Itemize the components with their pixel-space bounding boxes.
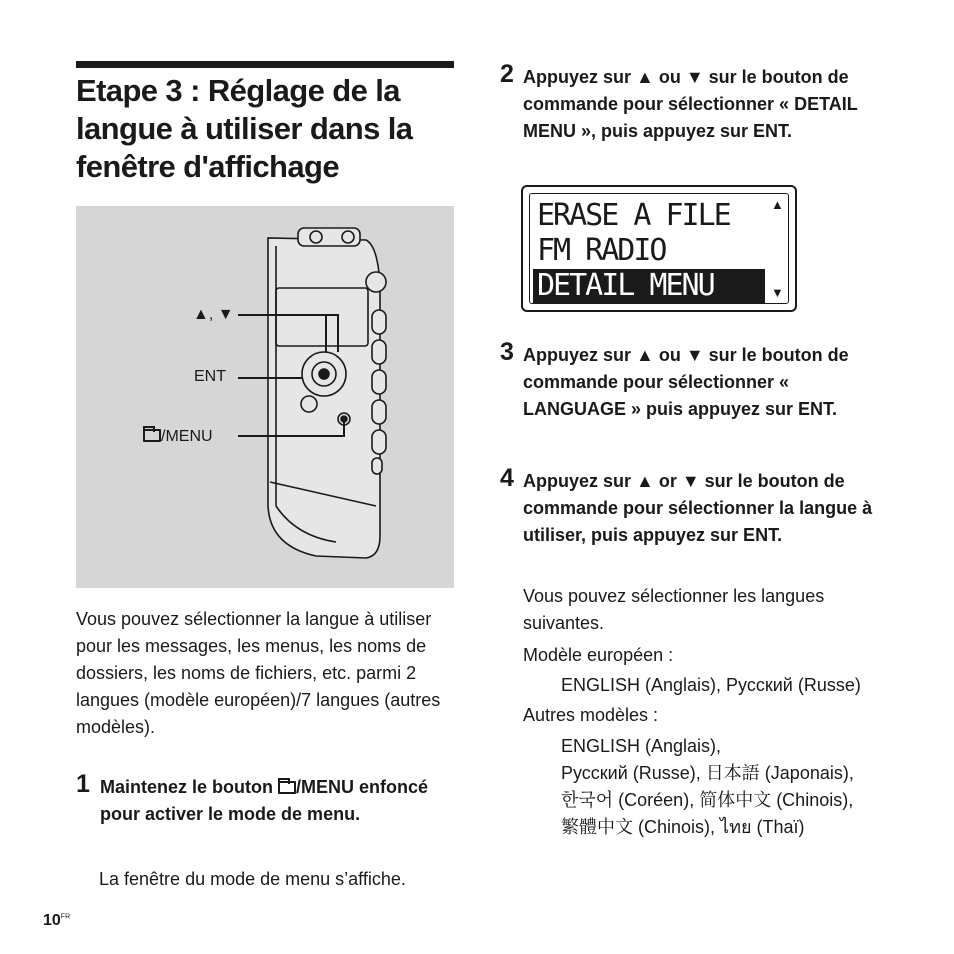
step-2 bbox=[500, 60, 880, 145]
step-4-note: Vous pouvez sélectionner les langues suivantes. bbox=[523, 586, 825, 633]
step-4-text: Appuyez sur ▲ or ▼ sur le bouton de commande pour sélectionner la langue à utiliser, puis appuyez sur ENT. bbox=[523, 471, 873, 545]
folder-icon bbox=[278, 781, 296, 794]
euro-model-label: Modèle européen : bbox=[523, 645, 674, 665]
step-1-note: La fenêtre du mode de menu s’affiche. bbox=[99, 869, 406, 889]
step-1-text bbox=[100, 774, 456, 828]
other-models-label: Autres modèles : bbox=[523, 705, 659, 725]
step-1-text-start: Maintenez le bouton bbox=[100, 777, 278, 797]
step-1-number: 1 bbox=[76, 770, 90, 798]
page-number-value: 10 bbox=[43, 912, 61, 929]
step-1 bbox=[76, 770, 456, 828]
lcd-row: FM RADIO bbox=[537, 233, 666, 268]
menu-label-text: /MENU bbox=[161, 428, 213, 445]
other-languages-line: Русский (Russe), 日本語 (Japonais), bbox=[561, 763, 854, 783]
recorder-drawing bbox=[76, 206, 454, 588]
euro-languages: ENGLISH (Anglais), Русский (Russe) bbox=[561, 675, 861, 695]
step-3 bbox=[500, 338, 880, 423]
step-4 bbox=[500, 464, 880, 549]
page-language: FR bbox=[60, 913, 71, 921]
step-2-number: 2 bbox=[500, 60, 514, 88]
step-3-number: 3 bbox=[500, 338, 514, 366]
lcd-row-selected: DETAIL MENU bbox=[533, 269, 765, 303]
recorder-illustration bbox=[76, 206, 454, 588]
other-languages-line: ENGLISH (Anglais), bbox=[561, 736, 722, 756]
step-1-text-end: /MENU enfoncé pour activer le mode de menu. bbox=[100, 777, 429, 824]
step-3-text: Appuyez sur ▲ ou ▼ sur le bouton de commande pour sélectionner « LANGUAGE » puis appuyez sur ENT. bbox=[523, 345, 849, 419]
page-title: Etape 3 : Réglage de la langue à utiliser dans la fenêtre d'affichage bbox=[76, 73, 413, 184]
other-languages-line: 繁體中文 (Chinois), ไทย (Thaï) bbox=[561, 817, 805, 837]
title-rule bbox=[76, 61, 454, 68]
lcd-display bbox=[521, 185, 797, 312]
intro-paragraph: Vous pouvez sélectionner la langue à utiliser pour les messages, les menus, les noms de dossiers, les noms de fichiers, etc. parmi 2 langues (modèle européen)/7 langues (autres modèles). bbox=[76, 609, 441, 737]
lcd-row: ERASE A FILE bbox=[537, 198, 730, 233]
ent-label: ENT bbox=[194, 368, 226, 385]
updown-label: ▲, ▼ bbox=[193, 306, 234, 323]
menu-label bbox=[143, 428, 213, 446]
step-2-text: Appuyez sur ▲ ou ▼ sur le bouton de commande pour sélectionner « DETAIL MENU », puis appuyez sur ENT. bbox=[523, 67, 858, 141]
folder-icon bbox=[143, 429, 161, 442]
down-arrow-icon: ▼ bbox=[771, 285, 784, 300]
up-arrow-icon: ▲ bbox=[771, 197, 784, 212]
step-4-number: 4 bbox=[500, 464, 514, 492]
page-number bbox=[43, 912, 70, 930]
other-languages-line: 한국어 (Coréen), 简体中文 (Chinois), bbox=[561, 790, 854, 810]
